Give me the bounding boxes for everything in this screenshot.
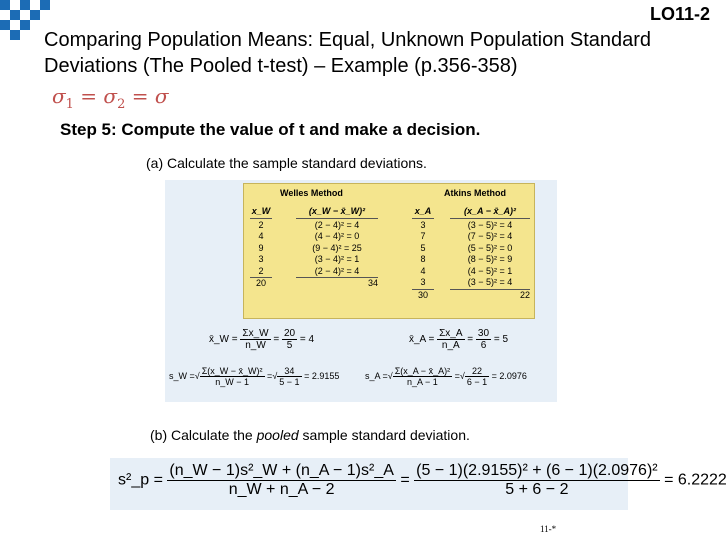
mean-welles-formula: x̄_W = $\frac{\Sigma x\_W}{n\_W}$ = $\frac{20}{5}$ = 4: [209, 328, 315, 351]
pooled-variance-formula: s²_p = $\frac{\text{(n\_W − 1)s²\_W + (n\_A − 1)s²\_A}}{n\_W + n\_A - 2}$ = $\frac{\text{(5 − 1)(2.9155)² + (6 − 1)(2.0976)²}}{5 + 6 - 2}$ = 6.2222: [118, 462, 727, 498]
pooled-sd-figure: [110, 458, 727, 510]
slide-number: 11-*: [540, 524, 557, 534]
atkins-title: Atkins Method: [444, 188, 506, 198]
caption-b: (b) Calculate the pooled sample standard deviation.: [150, 427, 470, 443]
atkins-dev-column: (x_A − x̄_A)² (3 − 5)² = 4 (7 − 5)² = 4 (5 − 5)² = 0 (8 − 5)² = 9 (4 − 5)² = 1 (3 − 5)² = 4 22: [450, 206, 530, 301]
slide-title: Comparing Population Means: Equal, Unknown Population Standard Deviations (The Pooled t-test) – Example (p.356-358): [44, 29, 652, 77]
welles-dev-column: (x_W − x̄_W)² (2 − 4)² = 4 (4 − 4)² = 0 (9 − 4)² = 25 (3 − 4)² = 1 (2 − 4)² = 4 34: [296, 206, 378, 290]
welles-x-column: x_W 2 4 9 3 2 20: [251, 206, 271, 288]
mean-atkins-formula: x̄_A = $\frac{\Sigma x\_A}{n\_A}$ = $\frac{30}{6}$ = 5: [409, 328, 509, 351]
caption-a: (a) Calculate the sample standard deviations.: [146, 155, 427, 171]
sample-sd-figure: [165, 180, 557, 402]
sd-welles-formula: s_W =√ $\frac{\text{Σ(x\_W − x̄\_W)²}}{n\_W - 1}$ =√ $\frac{34}{5 - 1}$ = 2.9155: [169, 366, 340, 387]
equal-sigma-assumption: $\sigma_1 = \sigma_2 = \sigma$: [52, 84, 169, 112]
learning-objective-label: LO11-2: [649, 4, 710, 24]
step-heading: Step 5: Compute the value of t and make a decision.: [60, 120, 481, 139]
atkins-x-column: x_A 3 7 5 8 4 3 30: [412, 206, 434, 301]
welles-title: Welles Method: [280, 188, 343, 198]
data-table: [243, 183, 535, 319]
sd-atkins-formula: s_A =√ $\frac{\text{Σ(x\_A − x̄\_A)²}}{n\_A - 1}$ =√ $\frac{22}{6 - 1}$ = 2.0976: [365, 366, 527, 387]
